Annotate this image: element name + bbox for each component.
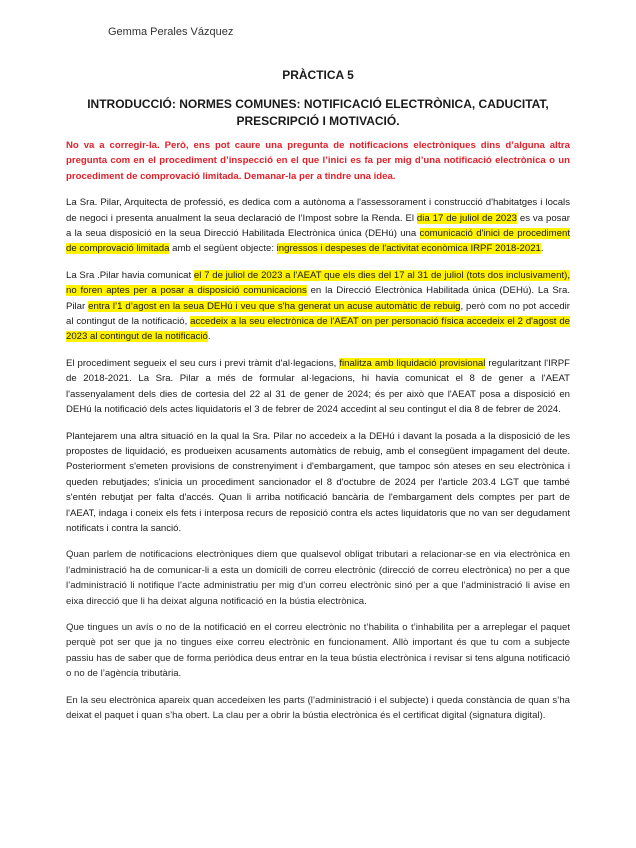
highlight: entra l’1 d’agost en la seua DEHú i veu que s'ha generat un acuse automàtic de rebuig (88, 300, 461, 312)
text: . (540, 243, 544, 255)
text: La Sra .Pilar havia comunicat (66, 269, 194, 281)
author-name: Gemma Perales Vázquez (108, 26, 234, 38)
page-subtitle (66, 96, 570, 130)
text: El procediment segueix el seu curs i previ tràmit d'al·legacions, (66, 357, 340, 369)
paragraph-notifications: Quan parlem de notificacions electròniques diem que qualsevol obligat tributari a relacionar-se en via electrònica en l’administració ha de comunicar-li a esta un domicili de correu electrònic (direcció de correu electrònica) no per a que l’administració li notifique l’acte administratiu per mig d’un correu electrònic sinó per a que l’administració li avise en eixa direcció que li ha deixat alguna notificació en la bústia electrònica. (66, 549, 570, 607)
teacher-note: No va a corregir-la. Però, ens pot caure una pregunta de notificacions electròniques dins d’alguna altra pregunta com en el procediment d’inspecció en el que l’inici es fa per mig d’una notificació electrònica o un procediment de comprovació limitada. Demanar-la per a tindre una idea. (66, 140, 570, 182)
text: es va posar a la seua disposició en la seua Direcció Habilitada Electrònica única (DEHú) una (66, 212, 570, 240)
highlight: finalitza amb liquidació provisional (339, 357, 486, 369)
highlight: accedeix a la seu electrònica de l'AEAT on per personació física accedeix el 2 d'agost de 2023 al contingut de la notificació (66, 316, 570, 343)
subtitle-line-2: PRESCRIPCIÓ I MOTIVACIÓ. (236, 114, 400, 128)
document-body (66, 138, 570, 734)
paragraph-alternative: Plantejarem una altra situació en la qual la Sra. Pilar no accedeix a la DEHú i davant la posada a la disposició de les propostes de liquidació, es produeixen acusaments automàtics de rebuig, amb el consegüent impagament del deute. Posteriorment s'emeten provisions de constrenyiment i d'embargament, que tampoc són ateses en seu electrònica i queden rebutjades; s'inicia un procediment sancionador el 8 d'octubre de 2024 per l'article 203.4 LGT que també s'entén rebutjat per falta d'accés. Quan li arriba notificació bancària de l'embargament dels comptes per part de l'AEAT, indaga i coneix els fets i interposa recurs de reposició contra els actes liquidatoris que no van ser degudament notificats i contra la sanció. (66, 430, 570, 534)
paragraph-communication (66, 268, 570, 345)
text: en la Direcció Electrònica Habilitada única (DEHú). La Sra. Pilar (66, 285, 570, 312)
paragraph-electronic-seat: En la seu electrònica apareix quan accedeixen les parts (l’administració i el subjecte) i queda constància de quan s’ha deixat el paquet i quan s’ha obert. La clau per a obrir la bústia electrònica és el certificat digital (signatura digital). (66, 694, 570, 721)
highlight: ingressos i despeses de l'activitat econòmica IRPF 2018-2021 (276, 243, 541, 255)
text: La Sra. Pilar, Arquitecta de professió, es dedica com a autònoma a l'assessorament i construcció d'habitatges i locals de negoci i presenta anualment la seua declaració de l’Impost sobre la Renda. El (66, 197, 570, 224)
paragraph-case-intro (66, 195, 570, 257)
paragraph-procedure (66, 356, 570, 418)
paragraph-warning: Que tingues un avís o no de la notificació en el correu electrònic no t’habilita o t’inhabilita per a arreplegar el paquet perquè pot ser que ja no tingues eixe correu electrònic en funcionament. Allò important és que tu com a subjecte passiu has de saber que de forma periòdica deus entrar en la teua bústia electrònica i revisar si tens alguna notificació o no de l’agència tributària. (66, 621, 570, 680)
text: , però com no pot accedir al contingut de la notificació, (66, 300, 571, 328)
highlight: dia 17 de juliol de 2023 (416, 212, 517, 224)
subtitle-line-1: INTRODUCCIÓ: NORMES COMUNES: NOTIFICACIÓ ELECTRÒNICA, CADUCITAT, (87, 97, 549, 111)
highlight: comunicació d'inici de procediment de comprovació limitada (66, 228, 570, 255)
text: . (207, 331, 211, 343)
page-title: PRÀCTICA 5 (282, 68, 354, 82)
text: amb el següent objecte: (169, 243, 277, 255)
text: regularitzant l'IRPF de 2018-2021. La Sra. Pilar a més de formular al·legacions, hi havia comunicat el 8 de gener a l'AEAT l'assenyalament dels dies de cortesia del 22 al 31 de gener de 2024; és per això que l'AEAT posa a disposició en DEHú la notificació dels actes liquidatoris el 3 de febrer de 2024 accedint al seu contingut el dia 8 de febrer de 2024. (66, 357, 570, 416)
highlight: el 7 de juliol de 2023 a l'AEAT que els dies del 17 al 31 de juliol (tots dos inclusivament), no foren aptes per a posar a disposició comunicacions (66, 269, 570, 297)
